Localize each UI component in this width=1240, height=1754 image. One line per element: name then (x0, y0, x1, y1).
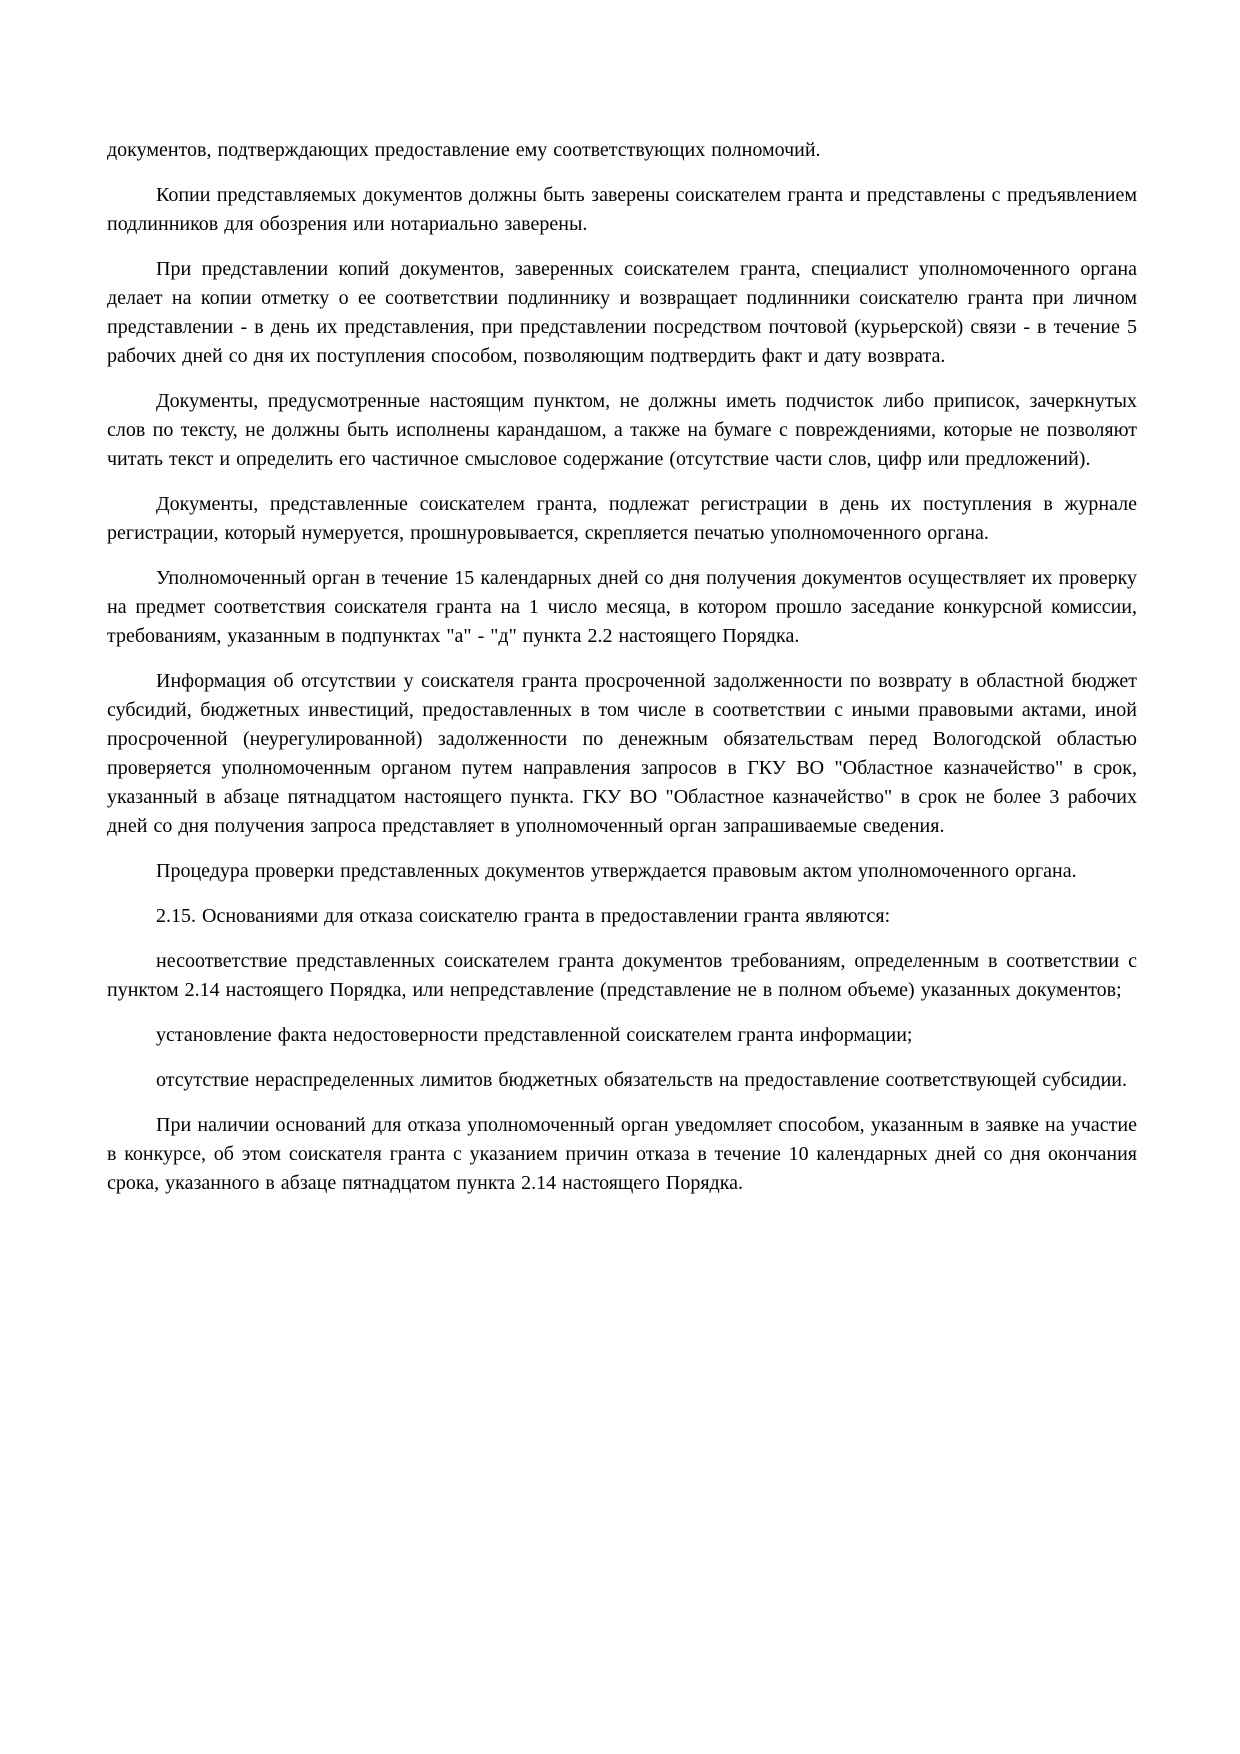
paragraph: При наличии оснований для отказа уполномоченный орган уведомляет способом, указанным в заявке на участие в конкурсе, об этом соискателя гранта с указанием причин отказа в течение 10 календарных дней со дня окончания срока, указанного в абзаце пятнадцатом пункта 2.14 настоящего Порядка. (107, 1114, 1137, 1194)
paragraph: Документы, представленные соискателем гранта, подлежат регистрации в день их поступления в журнале регистрации, который нумеруется, прошнуровывается, скрепляется печатью уполномоченного органа. (107, 493, 1137, 544)
paragraph-list-item: установление факта недостоверности представленной соискателем гранта информации; (156, 1024, 913, 1046)
paragraph: Копии представляемых документов должны быть заверены соискателем гранта и представлены с предъявлением подлинников для обозрения или нотариально заверены. (107, 184, 1137, 235)
paragraph: Процедура проверки представленных документов утверждается правовым актом уполномоченного органа. (156, 860, 1077, 882)
paragraph: Уполномоченный орган в течение 15 календарных дней со дня получения документов осуществляет их проверку на предмет соответствия соискателя гранта на 1 число месяца, в котором прошло заседание конкурсной комиссии, требованиям, указанным в подпунктах "а" - "д" пункта 2.2 настоящего Порядка. (107, 567, 1137, 647)
paragraph-list-item: отсутствие нераспределенных лимитов бюджетных обязательств на предоставление соответствующей субсидии. (156, 1069, 1127, 1091)
paragraph-section-heading: 2.15. Основаниями для отказа соискателю гранта в предоставлении гранта являются: (156, 905, 891, 927)
paragraph: При представлении копий документов, заверенных соискателем гранта, специалист уполномоченного органа делает на копии отметку о ее соответствии подлиннику и возвращает подлинники соискателю гранта при личном представлении - в день их представления, при представлении посредством почтовой (курьерской) связи - в течение 5 рабочих дней со дня их поступления способом, позволяющим подтвердить факт и дату возврата. (107, 258, 1137, 367)
paragraph-continuation: документов, подтверждающих предоставление ему соответствующих полномочий. (107, 139, 821, 161)
paragraph: Документы, предусмотренные настоящим пунктом, не должны иметь подчисток либо приписок, зачеркнутых слов по тексту, не должны быть исполнены карандашом, а также на бумаге с повреждениями, которые не позволяют читать текст и определить его частичное смысловое содержание (отсутствие части слов, цифр или предложений). (107, 390, 1137, 470)
paragraph: Информация об отсутствии у соискателя гранта просроченной задолженности по возврату в областной бюджет субсидий, бюджетных инвестиций, предоставленных в том числе в соответствии с иными правовыми актами, иной просроченной (неурегулированной) задолженности по денежным обязательствам перед Вологодской областью проверяется уполномоченным органом путем направления запросов в ГКУ ВО "Областное казначейство" в срок, указанный в абзаце пятнадцатом настоящего пункта. ГКУ ВО "Областное казначейство" в срок не более 3 рабочих дней со дня получения запроса представляет в уполномоченный орган запрашиваемые сведения. (107, 670, 1137, 837)
paragraph-list-item: несоответствие представленных соискателем гранта документов требованиям, определенным в соответствии с пунктом 2.14 настоящего Порядка, или непредставление (представление не в полном объеме) указанных документов; (107, 950, 1137, 1001)
